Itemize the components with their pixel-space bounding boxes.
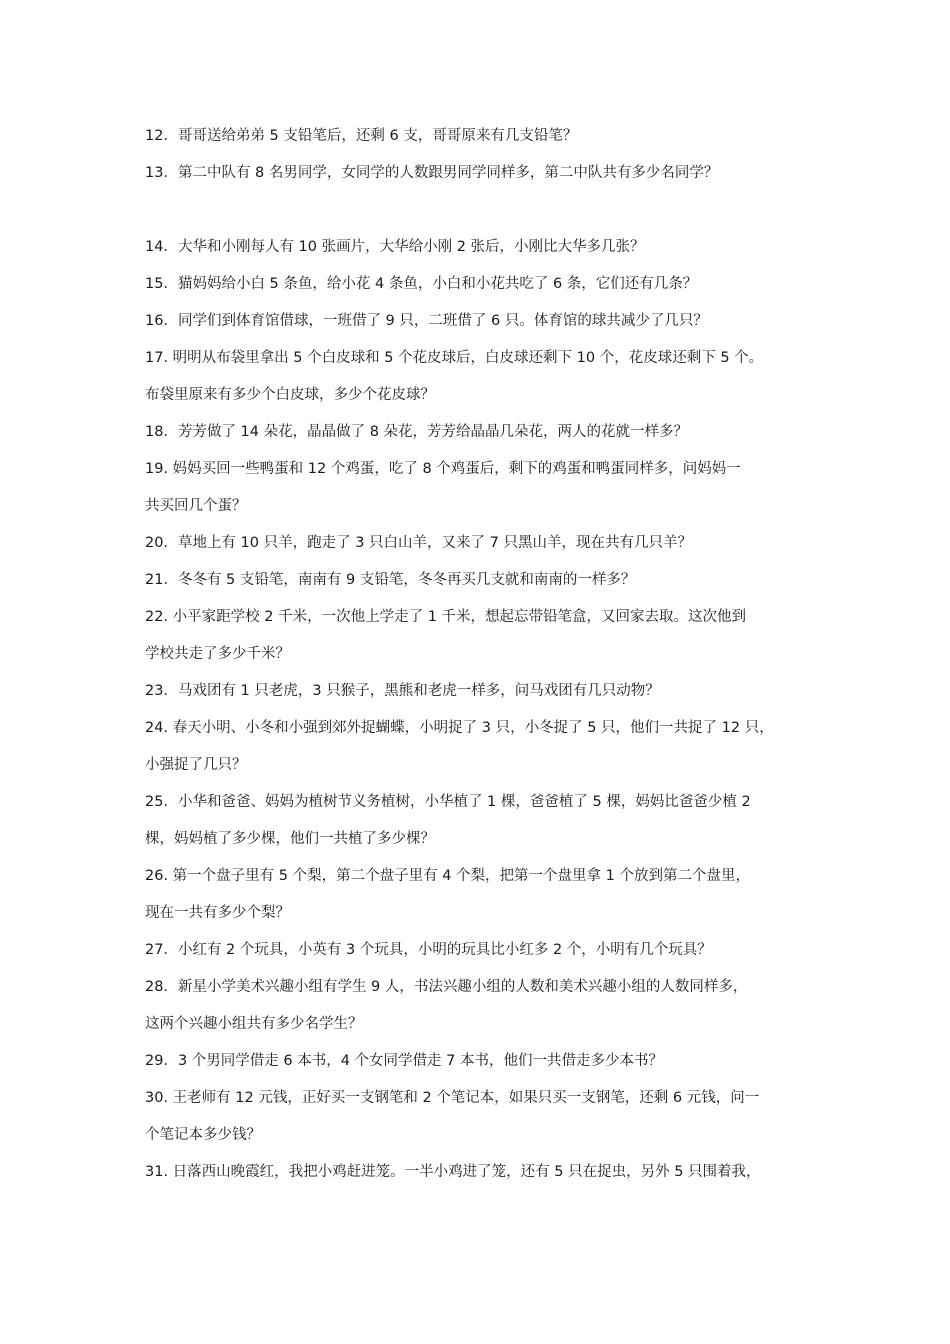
problem-17-line-1: 17. 明明从布袋里拿出 5 个白皮球和 5 个花皮球后，白皮球还剩下 10 个，花皮球还剩下 5 个。 [145,350,764,366]
problem-28-line-2: 这两个兴趣小组共有多少名学生？ [145,1016,363,1032]
problem-31-line-1: 31. 日落西山晚霞红，我把小鸡赶进笼。一半小鸡进了笼，还有 5 只在捉虫，另外 5 只围着我， [145,1164,761,1180]
problem-25-line-1: 25．小华和爸爸、妈妈为植树节义务植树，小华植了 1 棵，爸爸植了 5 棵，妈妈比爸爸少植 2 [145,794,751,810]
problem-17-line-2: 布袋里原来有多少个白皮球，多少个花皮球？ [145,387,435,403]
problem-29-line-1: 29．3 个男同学借走 6 本书，4 个女同学借走 7 本书，他们一共借走多少本书？ [145,1053,664,1069]
problem-28-line-1: 28．新星小学美术兴趣小组有学生 9 人，书法兴趣小组的人数和美术兴趣小组的人数同样多， [145,979,748,995]
problem-26-line-2: 现在一共有多少个梨？ [145,905,290,921]
problem-19-line-2: 共买回几个蛋？ [145,498,247,514]
problem-24-line-1: 24. 春天小明、小冬和小强到郊外捉蝴蝶，小明捉了 3 只，小冬捉了 5 只，他们一共捉了 12 只， [145,720,774,736]
problem-25-line-2: 棵，妈妈植了多少棵，他们一共植了多少棵？ [145,831,435,847]
problem-26-line-1: 26. 第一个盘子里有 5 个梨，第二个盘子里有 4 个梨，把第一个盘里拿 1 个放到第二个盘里， [145,868,750,884]
problem-30-line-2: 个笔记本多少钱？ [145,1127,261,1143]
problem-16-line-1: 16．同学们到体育馆借球，一班借了 9 只，二班借了 6 只。体育馆的球共减少了几只？ [145,313,708,329]
problem-20-line-1: 20．草地上有 10 只羊，跑走了 3 只白山羊，又来了 7 只黑山羊，现在共有几只羊？ [145,535,693,551]
problem-21-line-1: 21．冬冬有 5 支铅笔，南南有 9 支铅笔，冬冬再买几支就和南南的一样多？ [145,572,636,588]
problem-14-line-1: 14．大华和小刚每人有 10 张画片，大华给小刚 2 张后，小刚比大华多几张？ [145,239,645,255]
problem-15-line-1: 15．猫妈妈给小白 5 条鱼，给小花 4 条鱼，小白和小花共吃了 6 条，它们还有几条？ [145,276,698,292]
problem-19-line-1: 19. 妈妈买回一些鸭蛋和 12 个鸡蛋，吃了 8 个鸡蛋后，剩下的鸡蛋和鸭蛋同样多，问妈妈一 [145,461,741,477]
problem-12-line-1: 12．哥哥送给弟弟 5 支铅笔后，还剩 6 支，哥哥原来有几支铅笔？ [145,128,578,144]
problem-24-line-2: 小强捉了几只？ [145,757,247,773]
problem-30-line-1: 30. 王老师有 12 元钱，正好买一支钢笔和 2 个笔记本，如果只买一支钢笔，还剩 6 元钱，问一 [145,1090,760,1106]
problem-13-line-1: 13．第二中队有 8 名男同学，女同学的人数跟男同学同样多，第二中队共有多少名同学？ [145,165,719,181]
problem-23-line-1: 23．马戏团有 1 只老虎，3 只猴子，黑熊和老虎一样多，问马戏团有几只动物？ [145,683,660,699]
problem-27-line-1: 27．小红有 2 个玩具，小英有 3 个玩具，小明的玩具比小红多 2 个，小明有几个玩具？ [145,942,712,958]
problem-18-line-1: 18．芳芳做了 14 朵花，晶晶做了 8 朵花，芳芳给晶晶几朵花，两人的花就一样多？ [145,424,689,440]
problem-22-line-1: 22. 小平家距学校 2 千米，一次他上学走了 1 千米，想起忘带铅笔盒，又回家去取。这次他到 [145,609,747,625]
problem-22-line-2: 学校共走了多少千米？ [145,646,290,662]
